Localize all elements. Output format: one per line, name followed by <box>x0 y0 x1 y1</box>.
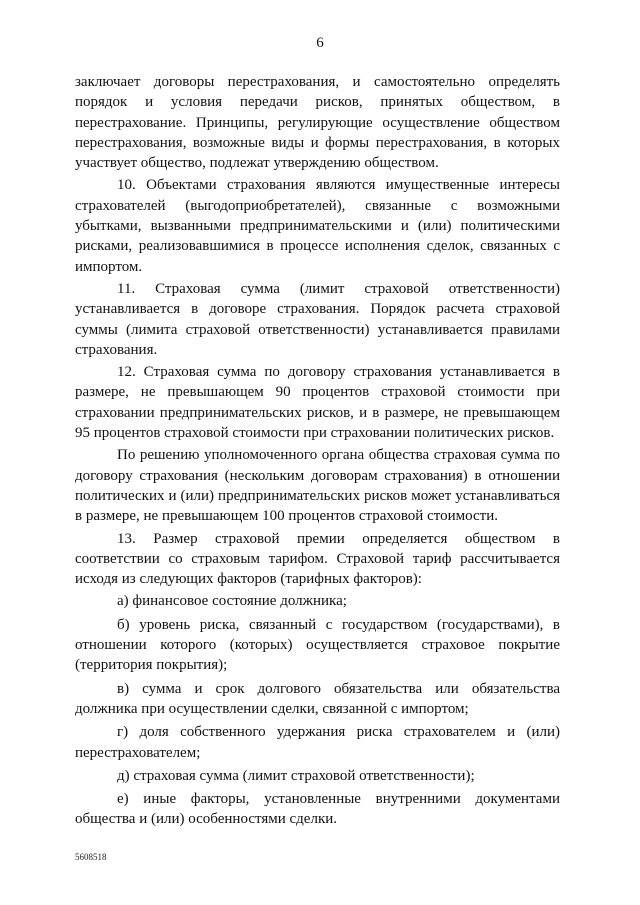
paragraph-reinsurance-continuation: заключает договоры перестрахования, и самостоятельно определять порядок и условия передачи рисков, принятых обществом, в перестрахование. Принципы, регулирующие осуществление обществом перестрахования, возможные виды и формы перестрахования, в которых участвует общество, подлежат утверждению обществом. <box>75 74 560 172</box>
list-item-factor-c: в) сумма и срок долгового обязательства или обязательства должника при осуществлении сделки, связанной с импортом; <box>75 680 560 717</box>
paragraph-11-insured-sum: 11. Страховая сумма (лимит страховой ответственности) устанавливается в договоре страхования. Порядок расчета страховой суммы (лимита страховой ответственности) устанавливается правилами страхования. <box>75 280 560 358</box>
paragraph-10-insurance-objects: 10. Объектами страхования являются имущественные интересы страхователей (выгодоприобретателей), связанные с возможными убытками, вызванными предпринимательскими и (или) политическими рисками, реализовавшимися в процессе исполнения сделок, связанных с импортом. <box>75 177 560 275</box>
list-item-factor-d: г) доля собственного удержания риска страхователем и (или) перестрахователем; <box>75 724 560 761</box>
list-item-factor-e: д) страховая сумма (лимит страховой ответственности); <box>117 767 475 784</box>
document-body <box>75 72 560 833</box>
paragraph-12-insured-sum-limit: 12. Страховая сумма по договору страхования устанавливается в размере, не превышающем 90 процентов страховой стоимости при страховании предпринимательских рисков, и в размере, не превышающем 95 процентов страховой стоимости при страховании политических рисков. <box>75 364 560 442</box>
list-item-factor-a: а) финансовое состояние должника; <box>117 593 347 610</box>
paragraph-authorized-body-decision: По решению уполномоченного органа общества страховая сумма по договору страхования (нескольким договорам страхования) в отношении политических и (или) предпринимательских рисков может устанавливаться в размере, не превышающем 100 процентов страховой стоимости. <box>75 447 560 525</box>
paragraph-13-insurance-premium: 13. Размер страховой премии определяется обществом в соответствии со страховым тарифом. Страховой тариф рассчитывается исходя из следующих факторов (тарифных факторов): <box>75 530 560 588</box>
page-number: 6 <box>316 35 324 51</box>
tariff-factors-list <box>75 591 560 829</box>
list-item-factor-b: б) уровень риска, связанный с государством (государствами), в отношении которого (которых) осуществляется страховое покрытие (территория покрытия); <box>75 616 560 674</box>
document-code: 5608518 <box>75 852 107 862</box>
list-item-factor-f: е) иные факторы, установленные внутренними документами общества и (или) особенностями сделки. <box>75 791 560 828</box>
